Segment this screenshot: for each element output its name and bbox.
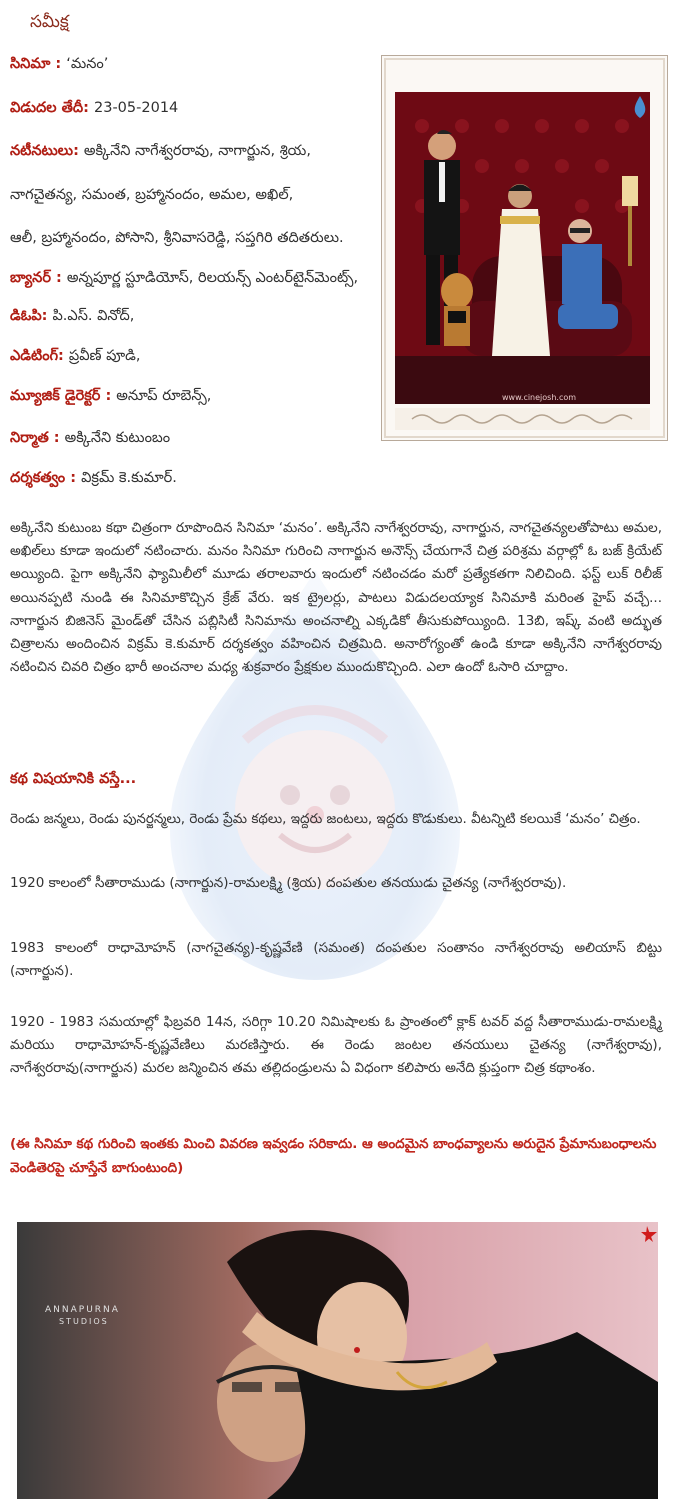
poster-caption: www.cinejosh.com: [502, 393, 577, 402]
meta-line-release-date: విడుదల తేదీ: 23-05-2014: [10, 100, 179, 116]
meta-line-cast-2: నాగచైతన్య, సమంత, బ్రహ్మానందం, అమల, అఖిల్,: [10, 187, 294, 203]
studio-logo-line2: STUDIOS: [59, 1317, 109, 1326]
movie-poster: [381, 55, 668, 441]
story-paragraph-4: 1920 - 1983 సమయాల్లో ఫిబ్రవరి 14న, సరిగ్గా 10.20 నిమిషాలకు ఓ ప్రాంతంలో క్లాక్ టవర్ వద్ద సీతారాముడు-రామలక్ష్మి మరియు రాధామోహన్-కృష్ణవేణిలు మరణిస్తారు. ఈ రెండు జంటల తనయులు చైతన్య (నాగేశ్వరావు), నాగేశ్వరరావు(నాగార్జున) మరల జన్మించిన తమ తల్లిదండ్రులను ఏ విధంగా కలిపారు అనేది క్లుప్తంగా చిత్ర కథాంశం.: [10, 1014, 662, 1077]
closing-note: (ఈ సినిమా కథ గురించి ఇంతకు మించి వివరణ ఇవ్వడం సరికాదు. ఆ అందమైన బాంధవ్యాలను అరుదైన ప్రేమానుబంధాలను వెండితెరపై చూస్తేనే బాగుంటుంది): [10, 1136, 657, 1176]
story-paragraph-1: రెండు జన్మలు, రెండు పునర్జన్మలు, రెండు ప్రేమ కథలు, ఇద్దరు జంటలు, ఇద్దరు కొడుకులు. వీటన్నిటి కలయికే ‘మనం’ చిత్రం.: [10, 811, 641, 827]
story-paragraph-3: 1983 కాలంలో రాధామోహన్ (నాగచైతన్య)-కృష్ణవేణి (సమంత) దంపతుల సంతానం నాగేశ్వరరావు అలియాస్ బిట్టు (నాగార్జున).: [10, 940, 662, 980]
story-paragraph-2: 1920 కాలంలో సీతారాముడు (నాగార్జున)-రామలక్ష్మి (శ్రియ) దంపతుల తనయుడు చైతన్య (నాగేశ్వరరావు).: [10, 875, 567, 891]
poster-illustration: [382, 56, 667, 440]
meta-line-dop: డిఓపి: పి.ఎస్. వినోద్,: [10, 308, 135, 324]
meta-line-cast: నటీనటులు: అక్కినేని నాగేశ్వరరావు, నాగార్జున, శ్రియ,: [10, 143, 311, 159]
meta-line-music: మ్యూజిక్ డైరెక్టర్ : అనూప్ రూబెన్స్,: [10, 388, 212, 404]
meta-line-film: సినిమా : ‘మనం’: [10, 56, 109, 72]
meta-line-cast-3: ఆలీ, బ్రహ్మానందం, పోసాని, శ్రీనివాసరెడ్డి, సప్తగిరి తదితరులు.: [10, 230, 344, 246]
meta-line-editing: ఎడిటింగ్: ప్రవీణ్ పూడి,: [10, 348, 141, 364]
intro-paragraph: అక్కినేని కుటుంబ కథా చిత్రంగా రూపొందిన సినిమా ‘మనం’. అక్కినేని నాగేశ్వరరావు, నాగార్జున, నాగచైతన్యలతోపాటు అమల, అఖిల్‌లు కూడా ఇందులో నటించారు. మనం సినిమా గురించి నాగార్జున అనౌన్స్ చేయగానే చిత్ర పరిశ్రమ వర్గాల్లో ఓ బజ్ క్రియేట్ అయ్యింది. పైగా అక్కినేని ఫ్యామిలీలో మూడు తరాలవారు ఇందులో నటించడం మరో ప్రత్యేకతగా నిలిచింది. ఫస్ట్ లుక్ రిలీజ్ అయినప్పటి నుండి ఈ సినిమాకొచ్చిన క్రేజ్ వేరు. ఇక ట్రైలర్లు, పాటలు విడుదలయ్యాక సినిమాకి మరింత హైప్ వచ్చే... నాగార్జున బిజినెస్ మైండ్‌తో చేసిన పబ్లిసిటీ సినిమాను అంచనాల్ని ఎక్కడికో తీసుకుపోయ్యింది. 13బి, ఇష్క్ వంటి అద్భుత చిత్రాలను అందించిన విక్రమ్ కె.కుమార్ దర్శకత్వం వహించిన చిత్రమిది. అనారోగ్యంతో ఉండి కూడా అక్కినేని నాగేశ్వరరావు నటించిన చివరి చిత్రం భారీ అంచనాల మధ్య శుక్రవారం ప్రేక్షకుల ముందుకొచ్చింది. ఎలా ఉందో ఓసారి చూద్దాం.: [10, 520, 662, 676]
movie-still-photo: [17, 1222, 658, 1499]
studio-logo-line1: ANNAPURNA: [45, 1305, 120, 1315]
still-illustration: [17, 1222, 658, 1499]
story-heading: కథ విషయానికి వస్తే...: [10, 771, 137, 787]
meta-line-director: దర్శకత్వం : విక్రమ్ కె.కుమార్.: [10, 470, 177, 486]
meta-line-producer: నిర్మాత : అక్కినేని కుటుంబం: [10, 430, 171, 446]
page-heading: సమీక్ష: [30, 12, 69, 32]
meta-line-banner: బ్యానర్ : అన్నపూర్ణ స్టూడియోస్, రిలయన్స్ ఎంటర్‌టైన్‌మెంట్స్,: [10, 270, 359, 286]
